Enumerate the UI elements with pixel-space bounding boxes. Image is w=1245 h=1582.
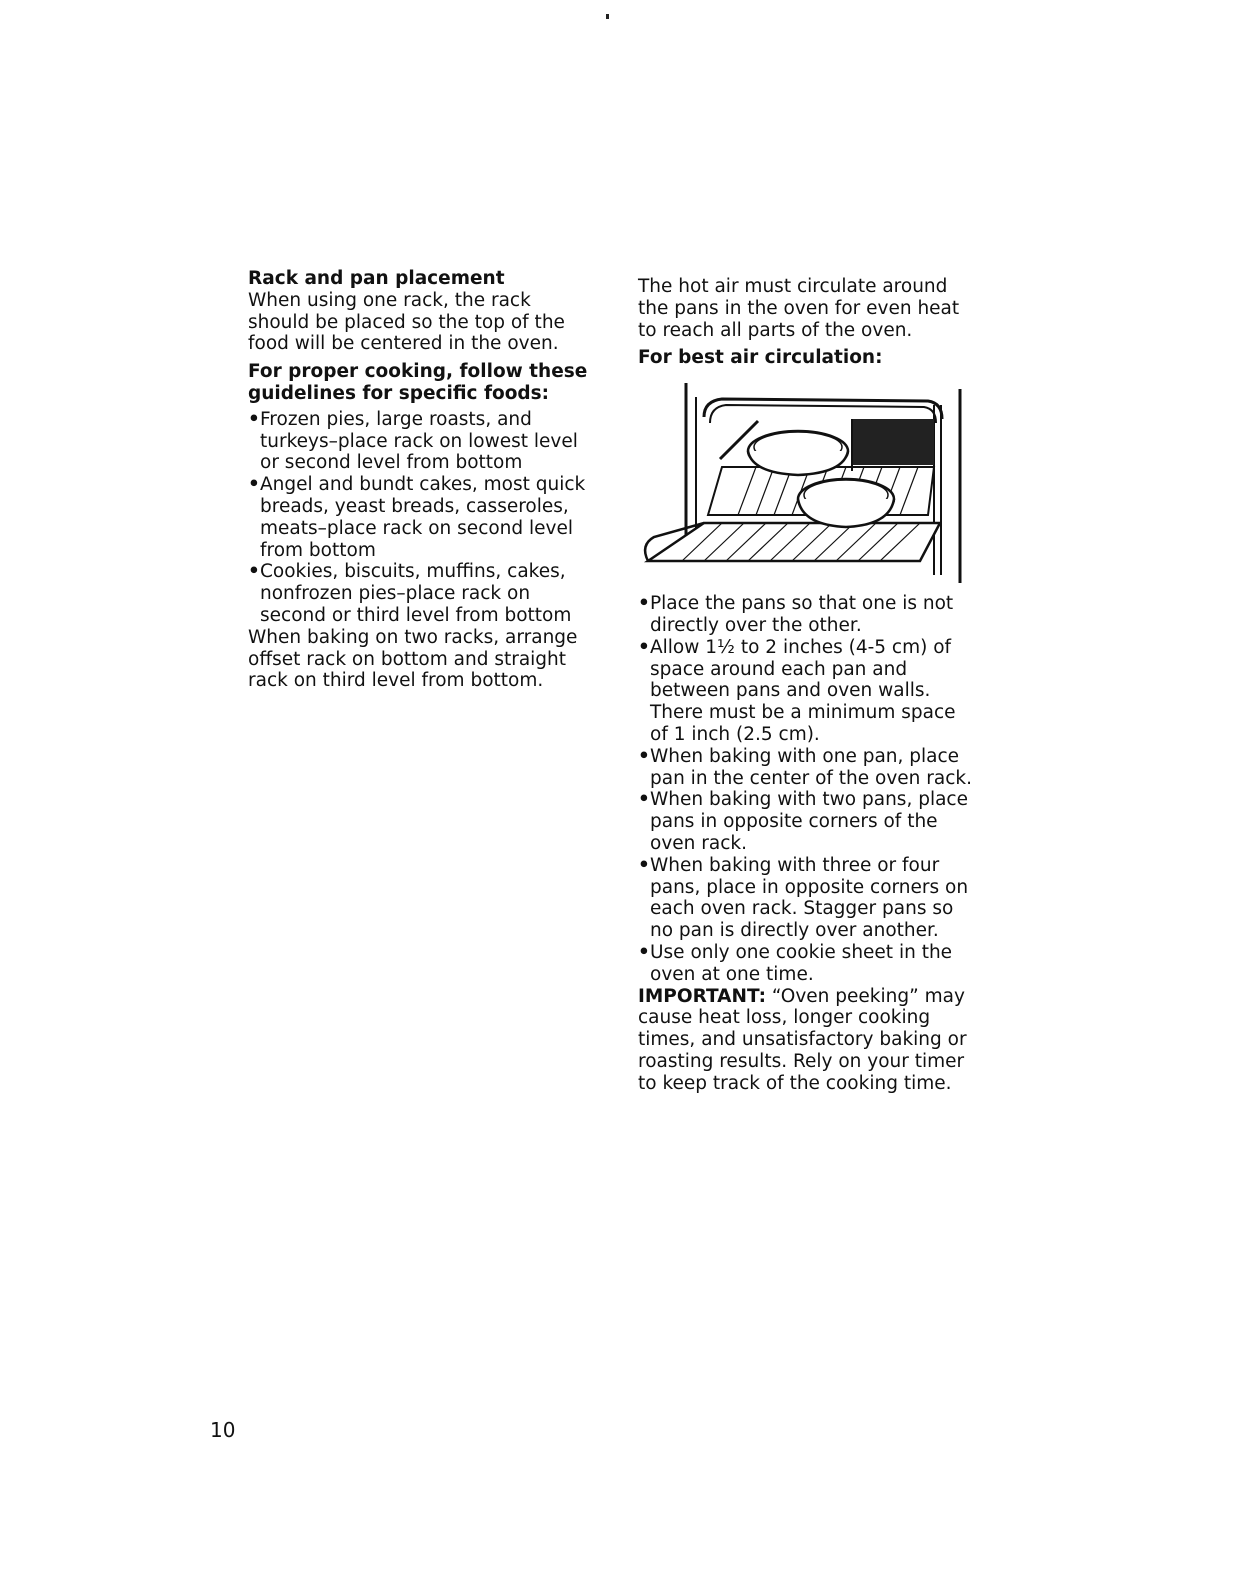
list-item [638,593,978,637]
list-item [248,409,588,474]
bullet-icon: • [638,941,650,963]
bullet-icon: • [248,474,260,496]
scan-speck [606,14,609,19]
list-item-text: Use only one cookie sheet in the oven at one time. [650,941,953,985]
bullet-icon: • [638,854,650,876]
bullet-icon: • [248,561,260,583]
air-circulation-list [638,593,978,985]
list-item-text: When baking with two pans, place pans in opposite corners of the oven rack. [650,789,968,854]
bullet-icon: • [638,636,650,658]
oven-rack-illustration [638,375,968,587]
intro-paragraph: When using one rack, the rack should be placed so the top of the food will be centered in the oven. [248,289,565,355]
list-item [638,637,978,746]
list-item-text: Angel and bundt cakes, most quick breads, yeast breads, casseroles, meats–place rack on second level from bottom [260,474,586,561]
list-item [638,855,978,942]
two-racks-paragraph: When baking on two racks, arrange offset rack on bottom and straight rack on third level from bottom. [248,626,578,692]
bullet-icon: • [638,745,650,767]
food-guidelines-list [248,409,588,627]
list-item [638,746,978,790]
list-item-text: When baking with one pan, place pan in the center of the oven rack. [650,745,972,789]
guidelines-heading: For proper cooking, follow these guidelines for specific foods: [248,361,588,404]
bullet-icon: • [248,408,260,430]
page-number: 10 [210,1418,236,1442]
air-intro-paragraph: The hot air must circulate around the pans in the oven for even heat to reach all parts of the oven. [638,276,960,341]
right-column [638,276,978,1101]
circulation-heading: For best air circulation: [638,347,883,369]
list-item-text: Allow 1½ to 2 inches (4-5 cm) of space around each pan and between pans and oven walls. There must be a minimum space of 1 inch (2.5 cm). [650,636,956,745]
important-text: “Oven peeking” may cause heat loss, longer cooking times, and unsatisfactory baking or roasting results. Rely on your timer to keep track of the cooking time. [638,985,967,1094]
left-column [248,268,588,698]
important-note [638,986,978,1095]
bullet-icon: • [638,789,650,811]
list-item-text: Cookies, biscuits, muffins, cakes, nonfrozen pies–place rack on second or third level from bottom [260,561,572,626]
bullet-icon: • [638,593,650,615]
list-item [248,474,588,561]
important-label: IMPORTANT: [638,985,766,1007]
list-item-text: Frozen pies, large roasts, and turkeys–place rack on lowest level or second level from bottom [260,408,578,474]
list-item-text: Place the pans so that one is not directly over the other. [650,593,954,636]
oven-rack-with-two-pans-icon [638,375,968,587]
section-title: Rack and pan placement [248,268,505,289]
list-item [638,789,978,854]
list-item-text: When baking with three or four pans, place in opposite corners on each oven rack. Stagger pans so no pan is directly over another. [650,854,969,942]
list-item [638,942,978,986]
list-item [248,561,588,626]
